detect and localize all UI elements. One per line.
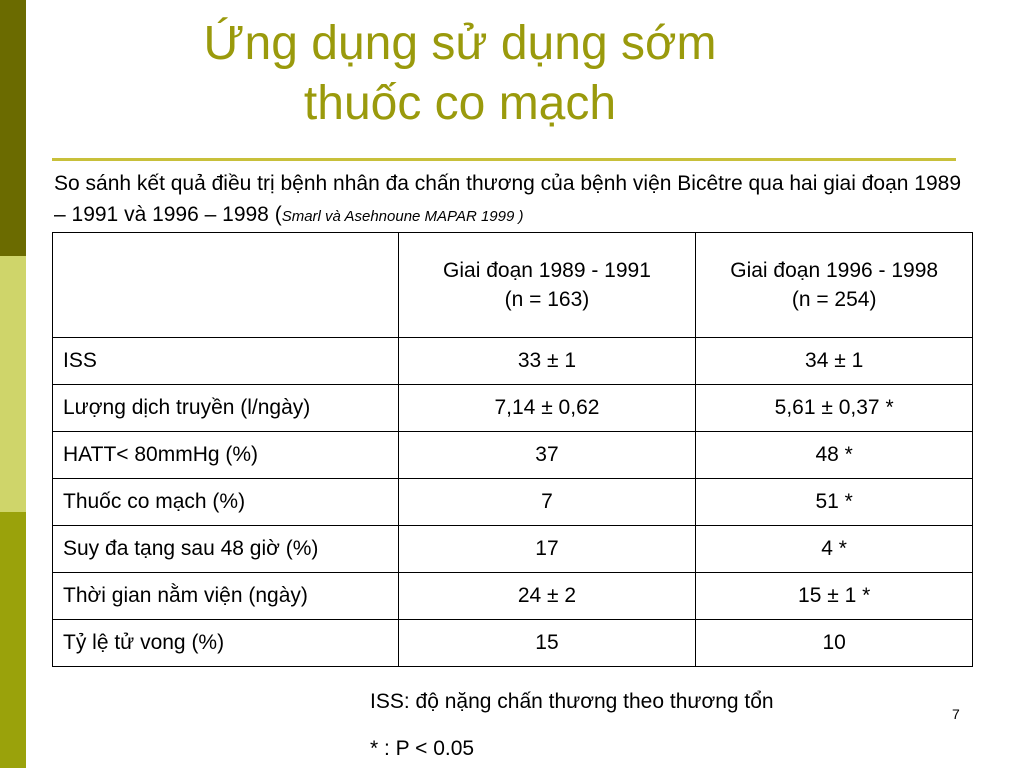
sidebar-band-bottom (0, 512, 26, 768)
sidebar-band-top (0, 0, 26, 256)
header-cell-period-2 (696, 233, 973, 338)
significance-footnote: * : P < 0.05 (370, 737, 475, 760)
row-label: Thời gian nằm viện (ngày) (53, 573, 399, 620)
subtitle-text: So sánh kết quả điều trị bệnh nhân đa chấn thương của bệnh viện Bicêtre qua hai giai đoạn 1989 – 1991 và 1996 – 1998 ( (54, 172, 961, 226)
header-period-2-count: (n = 254) (791, 288, 877, 311)
row-label: Lượng dịch truyền (l/ngày) (53, 385, 399, 432)
subtitle-citation: Smarl và Asehnoune MAPAR 1999 ) (281, 208, 524, 225)
row-value-period-1: 17 (398, 526, 696, 573)
header-cell-empty (53, 233, 399, 338)
row-value-period-1: 33 ± 1 (398, 338, 696, 385)
table-row (53, 432, 973, 479)
row-value-period-1: 7 (398, 479, 696, 526)
table-header-row (53, 233, 973, 338)
row-value-period-1: 15 (398, 620, 696, 667)
table-row (53, 338, 973, 385)
row-value-period-1: 37 (398, 432, 696, 479)
header-cell-period-1 (398, 233, 696, 338)
row-label: ISS (53, 338, 399, 385)
slide-title-line-2: thuốc co mạch (303, 77, 617, 130)
row-value-period-2: 10 (696, 620, 973, 667)
table-row (53, 479, 973, 526)
row-value-period-2: 15 ± 1 * (696, 573, 973, 620)
slide-title (120, 14, 800, 134)
header-period-2-label: Giai đoạn 1996 - 1998 (730, 259, 939, 282)
table-row (53, 385, 973, 432)
header-period-1-count: (n = 163) (504, 288, 590, 311)
table-row (53, 526, 973, 573)
table-row (53, 573, 973, 620)
comparison-table (52, 232, 973, 667)
row-value-period-1: 7,14 ± 0,62 (398, 385, 696, 432)
iss-footnote: ISS: độ nặng chấn thương theo thương tổn (370, 690, 774, 713)
row-value-period-2: 4 * (696, 526, 973, 573)
slide-title-line-1: Ứng dụng sử dụng sớm (203, 17, 717, 70)
row-value-period-2: 51 * (696, 479, 973, 526)
row-value-period-1: 24 ± 2 (398, 573, 696, 620)
row-label: Tỷ lệ tử vong (%) (53, 620, 399, 667)
slide-subtitle (54, 168, 974, 232)
sidebar-band-middle (0, 256, 26, 512)
row-value-period-2: 5,61 ± 0,37 * (696, 385, 973, 432)
row-label: HATT< 80mmHg (%) (53, 432, 399, 479)
title-divider (52, 158, 956, 161)
row-value-period-2: 48 * (696, 432, 973, 479)
row-label: Thuốc co mạch (%) (53, 479, 399, 526)
row-value-period-2: 34 ± 1 (696, 338, 973, 385)
table-row (53, 620, 973, 667)
row-label: Suy đa tạng sau 48 giờ (%) (53, 526, 399, 573)
page-number: 7 (952, 706, 960, 722)
header-period-1-label: Giai đoạn 1989 - 1991 (443, 259, 651, 282)
